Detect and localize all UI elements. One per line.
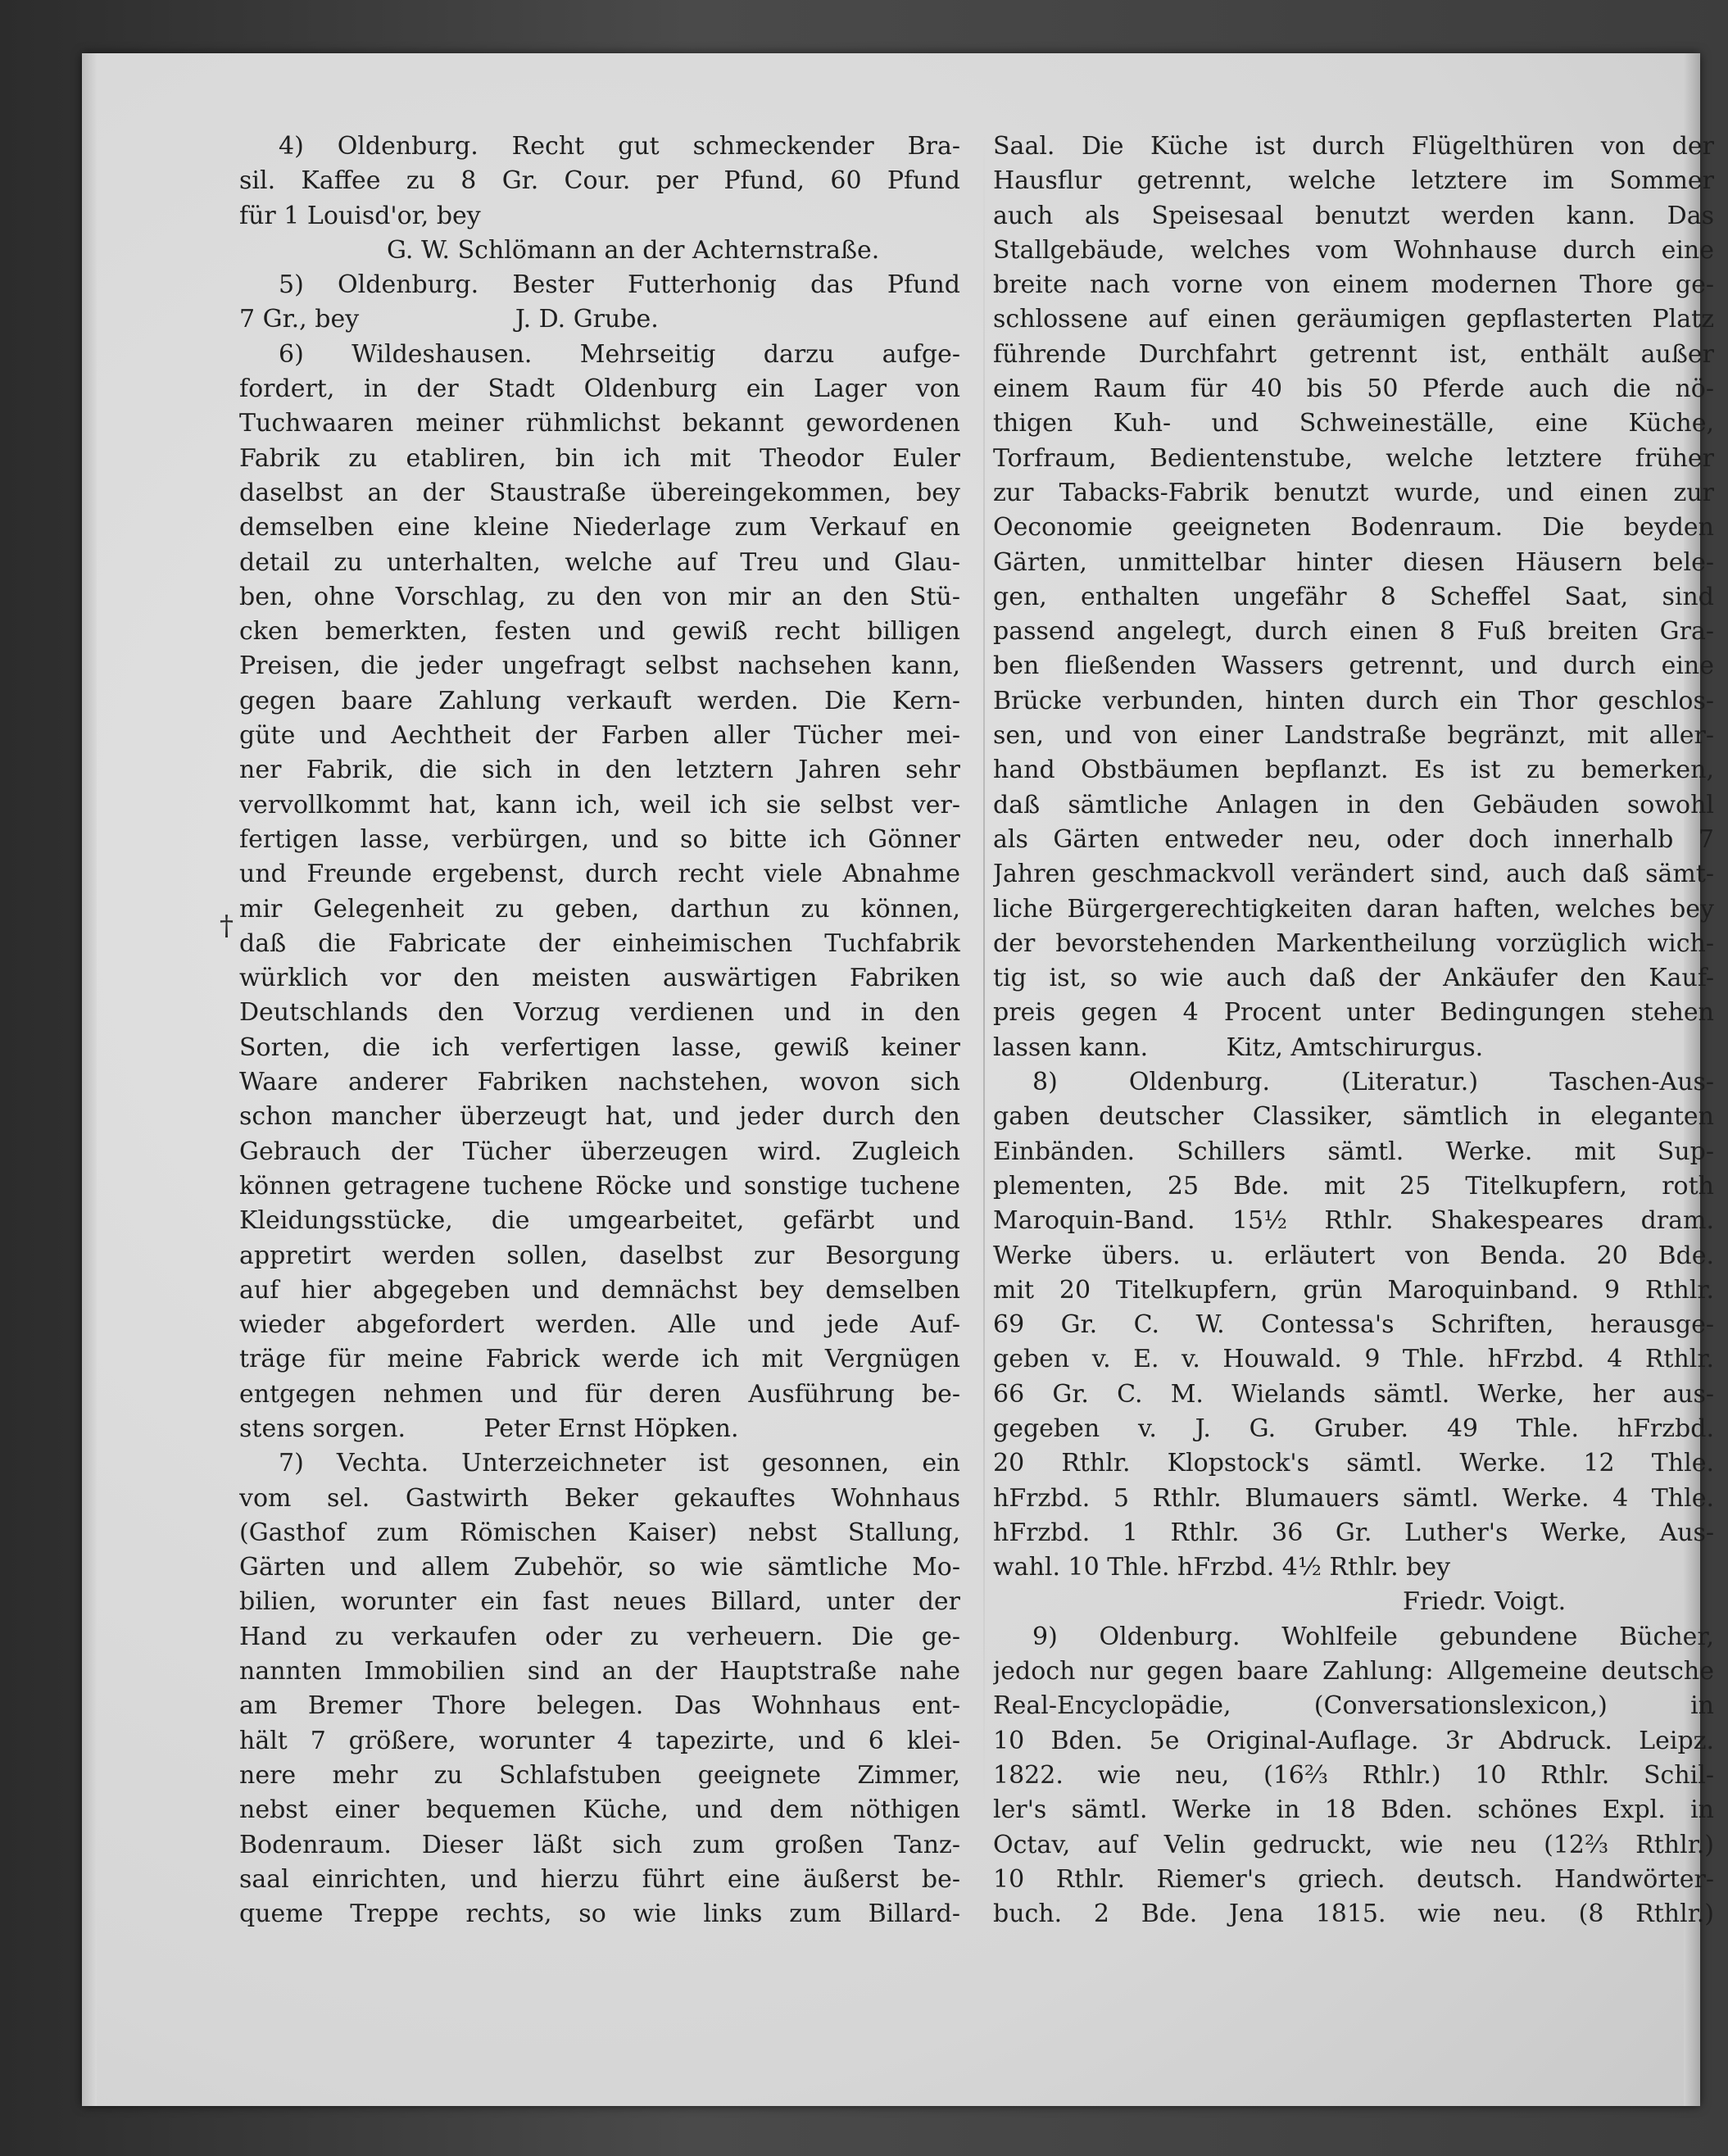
text-line: ner Fabrik, die sich in den letztern Jahren sehr: [239, 756, 960, 785]
text-line: der bevorstehenden Markentheilung vorzüglich wich-: [993, 928, 1714, 958]
text-line: lassen kann. Kitz, Amtschirurgus.: [993, 1033, 1484, 1062]
text-line: Gebrauch der Tücher überzeugen wird. Zugleich: [239, 1137, 960, 1166]
text-line: mit 20 Titelkupfern, grün Maroquinband. 9 Rthlr.: [993, 1275, 1714, 1305]
text-line: 9) Oldenburg. Wohlfeile gebundene Bücher,: [1032, 1622, 1714, 1651]
text-line: 20 Rthlr. Klopstock's sämtl. Werke. 12 Thle.: [993, 1449, 1714, 1478]
text-line: gegeben v. J. G. Gruber. 49 Thle. hFrzbd.: [993, 1414, 1714, 1443]
text-line: güte und Aechtheit der Farben aller Tücher mei-: [239, 721, 960, 751]
text-line: 10 Bden. 5e Original-Auflage. 3r Abdruck. Leipz.: [993, 1726, 1714, 1755]
text-line: hält 7 größere, worunter 4 tapezirte, und 6 klei-: [239, 1726, 960, 1755]
text-line: nannten Immobilien sind an der Hauptstraße nahe: [239, 1657, 960, 1686]
text-line: 8) Oldenburg. (Literatur.) Taschen-Aus-: [1032, 1068, 1714, 1097]
text-line: vom sel. Gastwirth Beker gekauftes Wohnhaus: [239, 1483, 960, 1513]
text-line: können getragene tuchene Röcke und sonstige tuchene: [239, 1171, 960, 1201]
text-line: demselben eine kleine Niederlage zum Verkauf en: [239, 513, 960, 542]
text-line: schlossene auf einen geräumigen gepflasterten Platz: [993, 305, 1714, 334]
text-line: Friedr. Voigt.: [1403, 1587, 1567, 1617]
text-line: auf hier abgegeben und demnächst bey demselben: [239, 1275, 960, 1305]
text-line: (Gasthof zum Römischen Kaiser) nebst Stallung,: [239, 1518, 960, 1547]
text-line: am Bremer Thore belegen. Das Wohnhaus ent-: [239, 1691, 960, 1721]
text-line: ben, ohne Vorschlag, zu den von mir an den Stü-: [239, 582, 960, 611]
text-line: hFrzbd. 1 Rthlr. 36 Gr. Luther's Werke, Aus-: [993, 1518, 1714, 1547]
text-line: wieder abgefordert werden. Alle und jede Auf-: [239, 1310, 960, 1340]
text-line: Gärten, unmittelbar hinter diesen Häusern bele-: [993, 547, 1714, 577]
text-line: fertigen lasse, verbürgen, und so bitte ich Gönner: [239, 824, 960, 854]
text-line: detail zu unterhalten, welche auf Treu und Glau-: [239, 547, 960, 577]
text-line: stens sorgen. Peter Ernst Höpken.: [239, 1414, 739, 1443]
text-line: breite nach vorne von einem modernen Thore ge-: [993, 270, 1714, 300]
margin-mark: †: [220, 910, 234, 942]
text-line: Torfraum, Bedientenstube, welche letztere früher: [993, 443, 1714, 473]
text-line: gaben deutscher Classiker, sämtlich in eleganten: [993, 1102, 1714, 1132]
text-line: ler's sämtl. Werke in 18 Bden. schönes Expl. in: [993, 1795, 1714, 1825]
text-line: saal einrichten, und hierzu führt eine äußerst be-: [239, 1864, 960, 1894]
text-line: 7) Vechta. Unterzeichneter ist gesonnen, ein: [279, 1449, 960, 1478]
text-line: 69 Gr. C. W. Contessa's Schriften, herausge-: [993, 1310, 1714, 1340]
text-line: zur Tabacks-Fabrik benutzt wurde, und einen zur: [993, 478, 1714, 507]
text-line: würklich vor den meisten auswärtigen Fabriken: [239, 964, 960, 993]
text-line: 10 Rthlr. Riemer's griech. deutsch. Handwörter-: [993, 1864, 1714, 1894]
text-line: daselbst an der Staustraße übereingekommen, bey: [239, 478, 960, 507]
text-line: Maroquin-Band. 15½ Rthlr. Shakespeares dram.: [993, 1206, 1714, 1236]
text-line: 66 Gr. C. M. Wielands sämtl. Werke, her aus-: [993, 1379, 1714, 1409]
text-line: Kleidungsstücke, die umgearbeitet, gefärbt und: [239, 1206, 960, 1236]
column-divider: [983, 131, 985, 1811]
text-line: Einbänden. Schillers sämtl. Werke. mit Sup-: [993, 1137, 1714, 1166]
text-line: Tuchwaaren meiner rühmlichst bekannt gewordenen: [239, 409, 960, 438]
text-line: Hand zu verkaufen oder zu verheuern. Die ge-: [239, 1622, 960, 1651]
text-line: preis gegen 4 Procent unter Bedingungen stehen: [993, 998, 1714, 1028]
text-line: buch. 2 Bde. Jena 1815. wie neu. (8 Rthlr.): [993, 1900, 1714, 1929]
text-line: entgegen nehmen und für deren Ausführung be-: [239, 1379, 960, 1409]
text-line: daß die Fabricate der einheimischen Tuchfabrik: [239, 928, 960, 958]
text-line: tig ist, so wie auch daß der Ankäufer den Kauf-: [993, 964, 1714, 993]
text-line: Waare anderer Fabriken nachstehen, wovon sich: [239, 1068, 960, 1097]
right-column: [993, 129, 1714, 1931]
page-edge-left: [82, 53, 97, 2106]
text-line: jedoch nur gegen baare Zahlung: Allgemeine deutsche: [993, 1657, 1714, 1686]
text-line: fordert, in der Stadt Oldenburg ein Lager von: [239, 374, 960, 404]
text-line: einem Raum für 40 bis 50 Pferde auch die nö-: [993, 374, 1714, 404]
text-line: gen, enthalten ungefähr 8 Scheffel Saat, sind: [993, 582, 1714, 611]
text-line: Bodenraum. Dieser läßt sich zum großen Tanz-: [239, 1830, 960, 1859]
text-line: gegen baare Zahlung verkauft werden. Die Kern-: [239, 686, 960, 715]
text-line: 1822. wie neu, (16⅔ Rthlr.) 10 Rthlr. Schil-: [993, 1760, 1714, 1790]
text-line: und Freunde ergebenst, durch recht viele Abnahme: [239, 860, 960, 889]
text-line: 4) Oldenburg. Recht gut schmeckender Bra-: [279, 132, 960, 161]
text-line: Fabrik zu etabliren, bin ich mit Theodor Euler: [239, 443, 960, 473]
text-line: Saal. Die Küche ist durch Flügelthüren von der: [993, 132, 1714, 161]
text-line: 7 Gr., bey J. D. Grube.: [239, 305, 659, 334]
text-line: Gärten und allem Zubehör, so wie sämtliche Mo-: [239, 1553, 960, 1582]
text-line: geben v. E. v. Houwald. 9 Thle. hFrzbd. 4 Rthlr.: [993, 1345, 1714, 1374]
text-line: cken bemerkten, festen und gewiß recht billigen: [239, 617, 960, 647]
text-line: thigen Kuh- und Schweineställe, eine Küche,: [993, 409, 1714, 438]
text-line: Real-Encyclopädie, (Conversationslexicon,) in: [993, 1691, 1714, 1721]
text-line: für 1 Louisd'or, bey: [239, 201, 481, 230]
text-line: Werke übers. u. erläutert von Benda. 20 Bde.: [993, 1241, 1714, 1270]
text-line: Octav, auf Velin gedruckt, wie neu (12⅔ Rthlr.): [993, 1830, 1714, 1859]
text-line: passend angelegt, durch einen 8 Fuß breiten Gra-: [993, 617, 1714, 647]
text-line: 5) Oldenburg. Bester Futterhonig das Pfund: [279, 270, 960, 300]
text-line: hand Obstbäumen bepflanzt. Es ist zu bemerken,: [993, 756, 1714, 785]
text-line: führende Durchfahrt getrennt ist, enthält außer: [993, 339, 1714, 369]
text-line: wahl. 10 Thle. hFrzbd. 4½ Rthlr. bey: [993, 1553, 1451, 1582]
text-line: liche Bürgergerechtigkeiten daran haften, welches bey: [993, 894, 1714, 924]
text-line: Hausflur getrennt, welche letztere im Sommer: [993, 166, 1714, 196]
text-line: schon mancher überzeugt hat, und jeder durch den: [239, 1102, 960, 1132]
text-line: G. W. Schlömann an der Achternstraße.: [387, 235, 880, 265]
text-line: ben fließenden Wassers getrennt, und durch eine: [993, 651, 1714, 681]
left-column: [239, 129, 960, 1931]
text-line: sen, und von einer Landstraße begränzt, mit aller-: [993, 721, 1714, 751]
text-line: nebst einer bequemen Küche, und dem nöthigen: [239, 1795, 960, 1825]
text-line: Deutschlands den Vorzug verdienen und in den: [239, 998, 960, 1028]
text-line: Brücke verbunden, hinten durch ein Thor geschlos-: [993, 686, 1714, 715]
text-line: vervollkommt hat, kann ich, weil ich sie selbst ver-: [239, 790, 960, 819]
text-line: Preisen, die jeder ungefragt selbst nachsehen kann,: [239, 651, 960, 681]
text-line: auch als Speisesaal benutzt werden kann. Das: [993, 201, 1714, 230]
text-line: plementen, 25 Bde. mit 25 Titelkupfern, roth: [993, 1171, 1714, 1201]
text-line: 6) Wildeshausen. Mehrseitig darzu aufge-: [279, 339, 960, 369]
text-line: Stallgebäude, welches vom Wohnhause durch eine: [993, 235, 1714, 265]
text-line: bilien, worunter ein fast neues Billard, unter der: [239, 1587, 960, 1617]
text-line: als Gärten entweder neu, oder doch innerhalb 7: [993, 824, 1714, 854]
text-line: Sorten, die ich verfertigen lasse, gewiß keiner: [239, 1033, 960, 1062]
text-line: hFrzbd. 5 Rthlr. Blumauers sämtl. Werke. 4 Thle.: [993, 1483, 1714, 1513]
text-line: sil. Kaffee zu 8 Gr. Cour. per Pfund, 60 Pfund: [239, 166, 960, 196]
text-line: daß sämtliche Anlagen in den Gebäuden sowohl: [993, 790, 1714, 819]
text-line: träge für meine Fabrick werde ich mit Vergnügen: [239, 1345, 960, 1374]
text-line: appretirt werden sollen, daselbst zur Besorgung: [239, 1241, 960, 1270]
text-line: Jahren geschmackvoll verändert sind, auch daß sämt-: [993, 860, 1714, 889]
text-line: nere mehr zu Schlafstuben geeignete Zimmer,: [239, 1760, 960, 1790]
text-line: mir Gelegenheit zu geben, darthun zu können,: [239, 894, 960, 924]
text-line: queme Treppe rechts, so wie links zum Billard-: [239, 1900, 960, 1929]
text-line: Oeconomie geeigneten Bodenraum. Die beyden: [993, 513, 1714, 542]
